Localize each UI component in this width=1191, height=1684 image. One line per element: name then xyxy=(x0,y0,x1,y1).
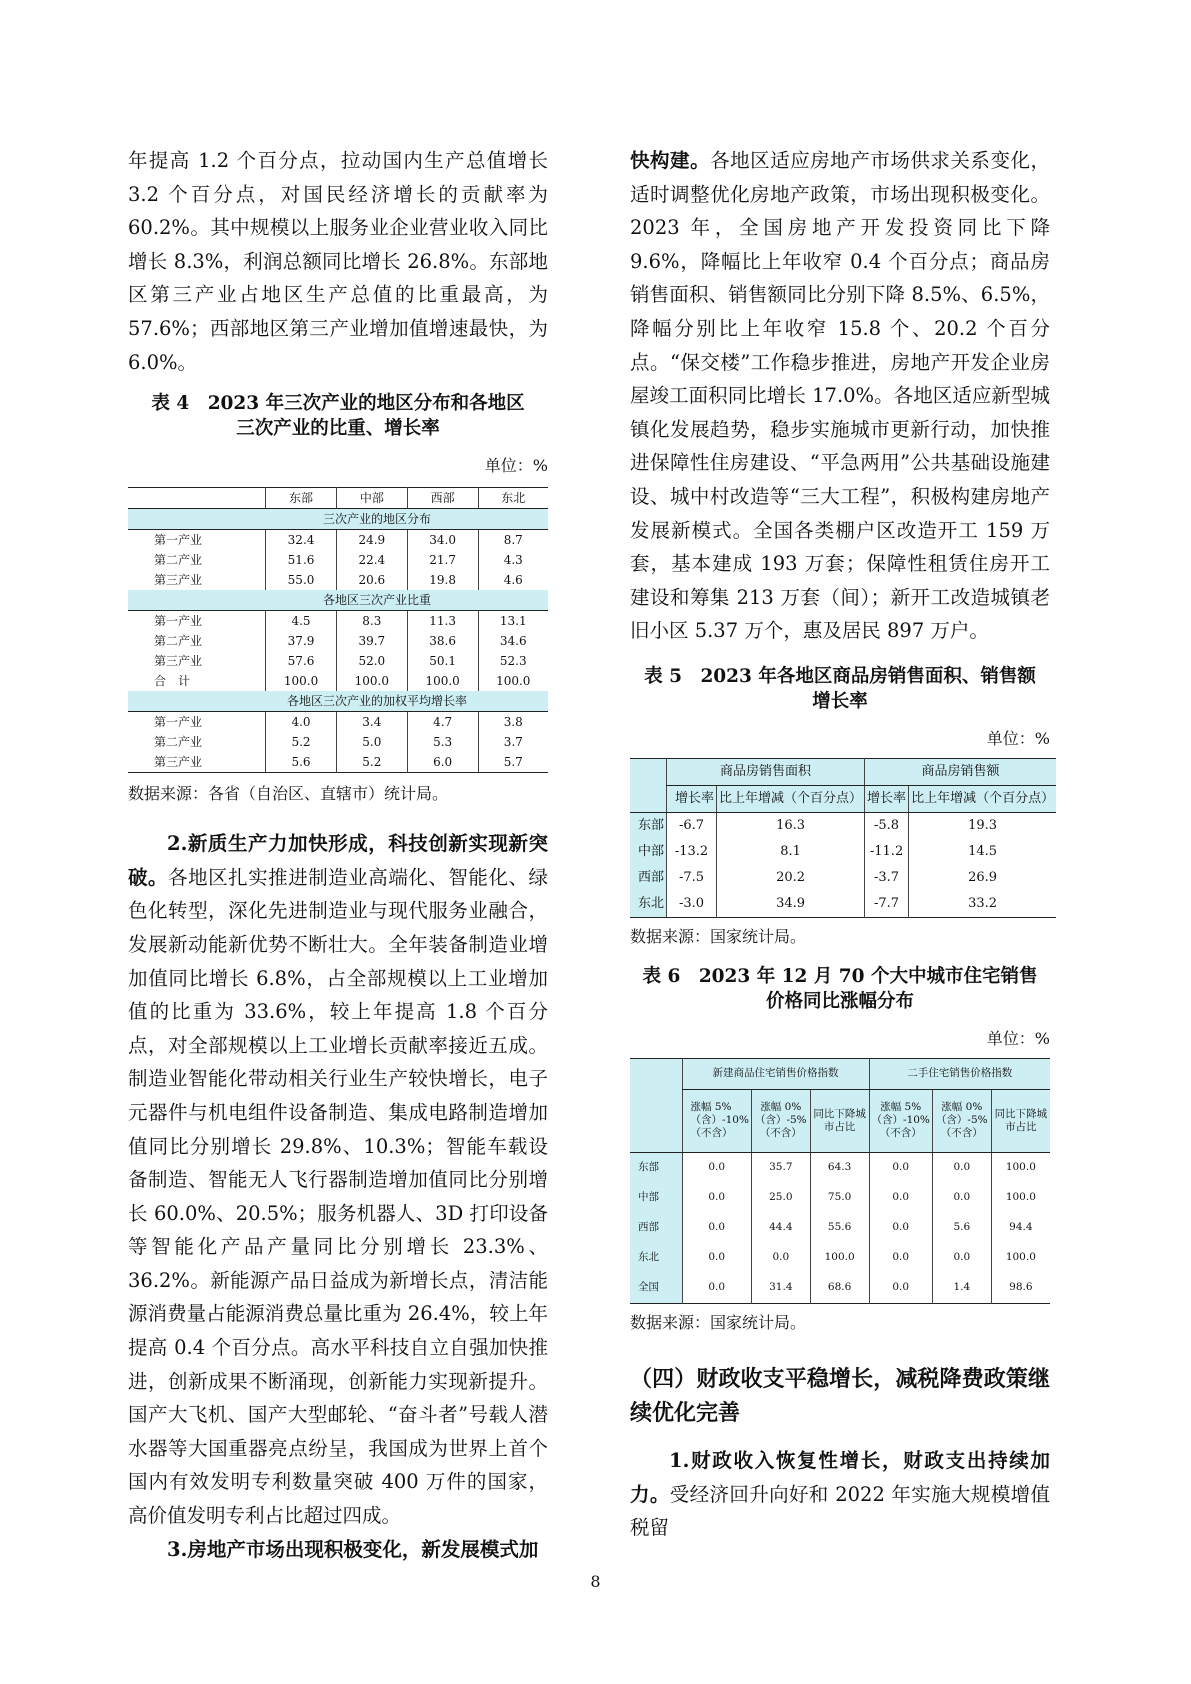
table-header-cell: 新建商品住宅销售价格指数 xyxy=(682,1058,869,1089)
table-cell: 37.9 xyxy=(266,631,337,651)
table-cell: 20.2 xyxy=(717,865,865,891)
table-header-cell: 同比下降城市占比 xyxy=(810,1089,869,1152)
table-cell: 100.0 xyxy=(407,671,478,691)
table-cell: 26.9 xyxy=(909,865,1057,891)
section-heading: （四）财政收支平稳增长，减税降费政策继续优化完善 xyxy=(630,1365,1050,1426)
table-cell: 44.4 xyxy=(751,1213,810,1243)
table5 xyxy=(630,758,1056,918)
table-cell: 100.0 xyxy=(478,671,548,691)
table-subheader-row xyxy=(630,785,1056,812)
paragraph-heading: 2.新质生产力加快形成，科技创新实现新突破。 xyxy=(128,832,548,889)
table-cell: -7.7 xyxy=(865,891,909,918)
table6 xyxy=(630,1058,1050,1304)
table-header-cell: 增长率 xyxy=(865,785,909,812)
right-column xyxy=(630,144,1055,1545)
row-label: 中部 xyxy=(630,839,667,865)
table-header-row xyxy=(630,758,1056,785)
table-row xyxy=(630,1183,1050,1213)
table-cell: 94.4 xyxy=(991,1213,1050,1243)
row-label: 第二产业 xyxy=(154,634,203,649)
table-row xyxy=(128,550,548,570)
table-cell: -13.2 xyxy=(667,839,717,865)
table-cell: 11.3 xyxy=(407,611,478,632)
table4-unit: 单位：% xyxy=(484,456,548,476)
table6-source: 数据来源：国家统计局。 xyxy=(630,1312,807,1332)
row-label: 合 计 xyxy=(154,674,191,689)
table-header-cell: 西部 xyxy=(407,488,478,509)
table-cell: 5.6 xyxy=(266,752,337,773)
table-cell: 100.0 xyxy=(810,1243,869,1273)
paragraph-tertiary-industry: 年提高 1.2 个百分点，拉动国内生产总值增长 3.2 个百分点，对国民经济增长的贡献率为 60.2%。其中规模以上服务业企业营业收入同比增长 8.3%，利润总额同比增长 26.8%。东部地区第三产业占地区生产总值的比重最高，为 57.6%；西部地区第三产业增加值增速最快，为 6.0%。 xyxy=(128,149,548,374)
table-cell: 1.4 xyxy=(932,1273,991,1304)
table-cell: 5.6 xyxy=(932,1213,991,1243)
table-header-row xyxy=(630,1058,1050,1089)
table-header-cell: 同比下降城市占比 xyxy=(991,1089,1050,1152)
table-header-cell: 比上年增减（个百分点） xyxy=(909,785,1057,812)
table-cell: 0.0 xyxy=(869,1183,932,1213)
table-row xyxy=(630,839,1056,865)
table-cell: 52.3 xyxy=(478,651,548,671)
page-number: 8 xyxy=(590,1572,601,1591)
table-cell: 5.0 xyxy=(336,732,407,752)
table-cell: 4.3 xyxy=(478,550,548,570)
table-cell: 100.0 xyxy=(336,671,407,691)
table-row xyxy=(128,611,548,632)
row-label: 第一产业 xyxy=(154,715,203,730)
table-cell: -3.7 xyxy=(865,865,909,891)
table-header-cell xyxy=(128,488,266,509)
table-header-cell: 商品房销售面积 xyxy=(667,758,865,785)
table-row xyxy=(128,570,548,590)
row-label: 东部 xyxy=(630,1152,682,1183)
row-label: 中部 xyxy=(630,1183,682,1213)
table-cell: -3.0 xyxy=(667,891,717,918)
table-cell: 25.0 xyxy=(751,1183,810,1213)
row-label: 第三产业 xyxy=(154,654,203,669)
table-cell: 100.0 xyxy=(991,1243,1050,1273)
row-label: 第二产业 xyxy=(154,553,203,568)
row-label: 第一产业 xyxy=(154,614,203,629)
table-row xyxy=(128,631,548,651)
table-cell: 31.4 xyxy=(751,1273,810,1304)
table-row xyxy=(128,671,548,691)
table6-title: 表 6 2023 年 12 月 70 个大中城市住宅销售 价格同比涨幅分布 xyxy=(642,965,1038,1012)
table-cell: 0.0 xyxy=(682,1183,751,1213)
table-cell: 3.4 xyxy=(336,712,407,733)
row-label: 全国 xyxy=(630,1273,682,1304)
row-label: 西部 xyxy=(630,1213,682,1243)
table-cell: 75.0 xyxy=(810,1183,869,1213)
table-section-row xyxy=(128,509,548,530)
table-cell: 19.8 xyxy=(407,570,478,590)
table-cell: 0.0 xyxy=(869,1213,932,1243)
table-cell: 21.7 xyxy=(407,550,478,570)
table-cell: -6.7 xyxy=(667,812,717,839)
row-label: 东北 xyxy=(630,891,667,918)
row-label: 第一产业 xyxy=(154,533,203,548)
table-cell: 13.1 xyxy=(478,611,548,632)
table-row xyxy=(128,651,548,671)
table-header-cell: 增长率 xyxy=(667,785,717,812)
table-section-row xyxy=(128,691,548,712)
table-cell: 8.1 xyxy=(717,839,865,865)
table-cell: 57.6 xyxy=(266,651,337,671)
row-label: 东北 xyxy=(630,1243,682,1273)
table-cell: 0.0 xyxy=(682,1273,751,1304)
table-cell: 55.0 xyxy=(266,570,337,590)
table5-title: 表 5 2023 年各地区商品房销售面积、销售额 增长率 xyxy=(644,665,1036,712)
table-cell: 34.6 xyxy=(478,631,548,651)
table-row xyxy=(630,865,1056,891)
table-header-cell: 东部 xyxy=(266,488,337,509)
paragraph-real-estate: 快构建。各地区适应房地产市场供求关系变化，适时调整优化房地产政策，市场出现积极变化。2023 年，全国房地产开发投资同比下降 9.6%，降幅比上年收窄 0.4 个百分点；商品房销售面积、销售额同比分别下降 8.5%、6.5%，降幅分别比上年收窄 15.8 个、20.2 个百分点。“保交楼”工作稳步推进，房地产开发企业房屋竣工面积同比增长 17.0%。各地区适应新型城镇化发展趋势，稳步实施城市更新行动，加快推进保障性住房建设、“平急两用”公共基础设施建设、城中村改造等“三大工程”，积极构建房地产发展新模式。全国各类棚户区改造开工 159 万套，基本建成 193 万套；保障性租赁住房开工建设和筹集 213 万套（间）；新开工改造城镇老旧小区 5.37 万个，惠及居民 897 万户。 xyxy=(630,149,1050,643)
table-header-cell: 商品房销售额 xyxy=(865,758,1057,785)
table5-unit: 单位：% xyxy=(986,728,1050,748)
table-cell: -11.2 xyxy=(865,839,909,865)
left-column xyxy=(128,144,548,1566)
paragraph-new-productivity: 2.新质生产力加快形成，科技创新实现新突破。各地区扎实推进制造业高端化、智能化、绿色化转型，深化先进制造业与现代服务业融合，发展新动能新优势不断壮大。全年装备制造业增加值同比增长 6.8%，占全部规模以上工业增加值的比重为 33.6%，较上年提高 1.8 个百分点，对全部规模以上工业增长贡献率接近五成。制造业智能化带动相关行业生产较快增长，电子元器件与机电组件设备制造、集成电路制造增加值同比分别增长 29.8%、10.3%；智能车载设备制造、智能无人飞行器制造增加值同比分别增长 60.0%、20.5%；服务机器人、3D 打印设备等智能化产品产量同比分别增长 23.3%、36.2%。新能源产品日益成为新增长点，清洁能源消费量占能源消费总量比重为 26.4%，较上年提高 0.4 个百分点。高水平科技自立自强加快推进，创新成果不断涌现，创新能力实现新提升。国产大飞机、国产大型邮轮、“奋斗者”号载人潜水器等大国重器亮点纷呈，我国成为世界上首个国内有效发明专利数量突破 400 万件的国家，高价值发明专利占比超过四成。 xyxy=(128,832,548,1528)
table-section-row xyxy=(128,590,548,611)
table-cell: 4.5 xyxy=(266,611,337,632)
table5-source: 数据来源：国家统计局。 xyxy=(630,926,807,946)
table-header-cell: 涨幅 0%（含）-5%（不含） xyxy=(932,1089,991,1152)
table-cell: 33.2 xyxy=(909,891,1057,918)
table-cell: 0.0 xyxy=(682,1243,751,1273)
table-cell: 5.3 xyxy=(407,732,478,752)
table-header-cell xyxy=(630,1058,682,1152)
row-label: 第三产业 xyxy=(154,573,203,588)
table-cell: 0.0 xyxy=(751,1243,810,1273)
table-header-cell: 二手住宅销售价格指数 xyxy=(869,1058,1050,1089)
paragraph-fiscal: 1.财政收入恢复性增长，财政支出持续加力。受经济回升向好和 2022 年实施大规模增值税留 xyxy=(630,1448,1050,1540)
table-header-cell: 中部 xyxy=(336,488,407,509)
table-row xyxy=(630,891,1056,918)
table-cell: 0.0 xyxy=(869,1273,932,1304)
table-cell: 52.0 xyxy=(336,651,407,671)
table-header-cell: 涨幅 5%（含）-10%（不含） xyxy=(869,1089,932,1152)
table-header-cell: 东北 xyxy=(478,488,548,509)
table-cell: 0.0 xyxy=(682,1213,751,1243)
row-label: 第二产业 xyxy=(154,735,203,750)
table-cell: 98.6 xyxy=(991,1273,1050,1304)
table-cell: 5.7 xyxy=(478,752,548,773)
table-cell: 38.6 xyxy=(407,631,478,651)
table-cell: 5.2 xyxy=(336,752,407,773)
table-cell: 0.0 xyxy=(682,1152,751,1183)
table-row xyxy=(128,732,548,752)
paragraph-real-estate-heading: 3.房地产市场出现积极变化，新发展模式加 xyxy=(167,1537,539,1561)
table-cell: 100.0 xyxy=(266,671,337,691)
table-cell: 0.0 xyxy=(932,1183,991,1213)
table-cell: 5.2 xyxy=(266,732,337,752)
table4 xyxy=(128,487,548,773)
table-subheader-row xyxy=(630,1089,1050,1152)
table-cell: 39.7 xyxy=(336,631,407,651)
table-cell: 4.0 xyxy=(266,712,337,733)
table-cell: 3.7 xyxy=(478,732,548,752)
table-cell: 0.0 xyxy=(869,1243,932,1273)
table-row xyxy=(630,1273,1050,1304)
table-row xyxy=(630,1213,1050,1243)
table-cell: 68.6 xyxy=(810,1273,869,1304)
table-cell: -5.8 xyxy=(865,812,909,839)
table-cell: 24.9 xyxy=(336,530,407,551)
table-row xyxy=(630,1152,1050,1183)
table-header-row xyxy=(128,488,548,509)
table-cell: 0.0 xyxy=(932,1243,991,1273)
table-cell: 55.6 xyxy=(810,1213,869,1243)
table-cell: 16.3 xyxy=(717,812,865,839)
table-header-cell: 比上年增减（个百分点） xyxy=(717,785,865,812)
table6-unit: 单位：% xyxy=(986,1028,1050,1048)
table-cell: 51.6 xyxy=(266,550,337,570)
table-section-label: 各地区三次产业比重 xyxy=(128,590,548,611)
table-row xyxy=(128,530,548,551)
table-cell: 19.3 xyxy=(909,812,1057,839)
table4-title: 表 4 2023 年三次产业的地区分布和各地区 三次产业的比重、增长率 xyxy=(151,393,525,440)
table-cell: 34.9 xyxy=(717,891,865,918)
table-cell: 64.3 xyxy=(810,1152,869,1183)
table-section-label: 三次产业的地区分布 xyxy=(128,509,548,530)
table-cell: 4.6 xyxy=(478,570,548,590)
table-cell: 35.7 xyxy=(751,1152,810,1183)
table-cell: 14.5 xyxy=(909,839,1057,865)
table-cell: 32.4 xyxy=(266,530,337,551)
table-cell: 20.6 xyxy=(336,570,407,590)
row-label: 第三产业 xyxy=(154,755,203,770)
table-row xyxy=(630,812,1056,839)
table-cell: 100.0 xyxy=(991,1152,1050,1183)
table-cell: -7.5 xyxy=(667,865,717,891)
table-row xyxy=(630,1243,1050,1273)
table-cell: 3.8 xyxy=(478,712,548,733)
table-section-label: 各地区三次产业的加权平均增长率 xyxy=(128,691,548,712)
table-cell: 8.3 xyxy=(336,611,407,632)
table-row xyxy=(128,752,548,773)
table-cell: 100.0 xyxy=(991,1183,1050,1213)
table-header-cell: 涨幅 5%（含）-10%（不含） xyxy=(682,1089,751,1152)
table-header-cell xyxy=(630,758,667,812)
table-cell: 22.4 xyxy=(336,550,407,570)
table-cell: 34.0 xyxy=(407,530,478,551)
table-header-cell: 涨幅 0%（含）-5%（不含） xyxy=(751,1089,810,1152)
row-label: 西部 xyxy=(630,865,667,891)
table4-source: 数据来源：各省（自治区、直辖市）统计局。 xyxy=(128,784,449,804)
table-cell: 0.0 xyxy=(932,1152,991,1183)
table-cell: 4.7 xyxy=(407,712,478,733)
table-cell: 0.0 xyxy=(869,1152,932,1183)
table-cell: 50.1 xyxy=(407,651,478,671)
table-cell: 8.7 xyxy=(478,530,548,551)
table-cell: 6.0 xyxy=(407,752,478,773)
row-label: 东部 xyxy=(630,812,667,839)
table-row xyxy=(128,712,548,733)
